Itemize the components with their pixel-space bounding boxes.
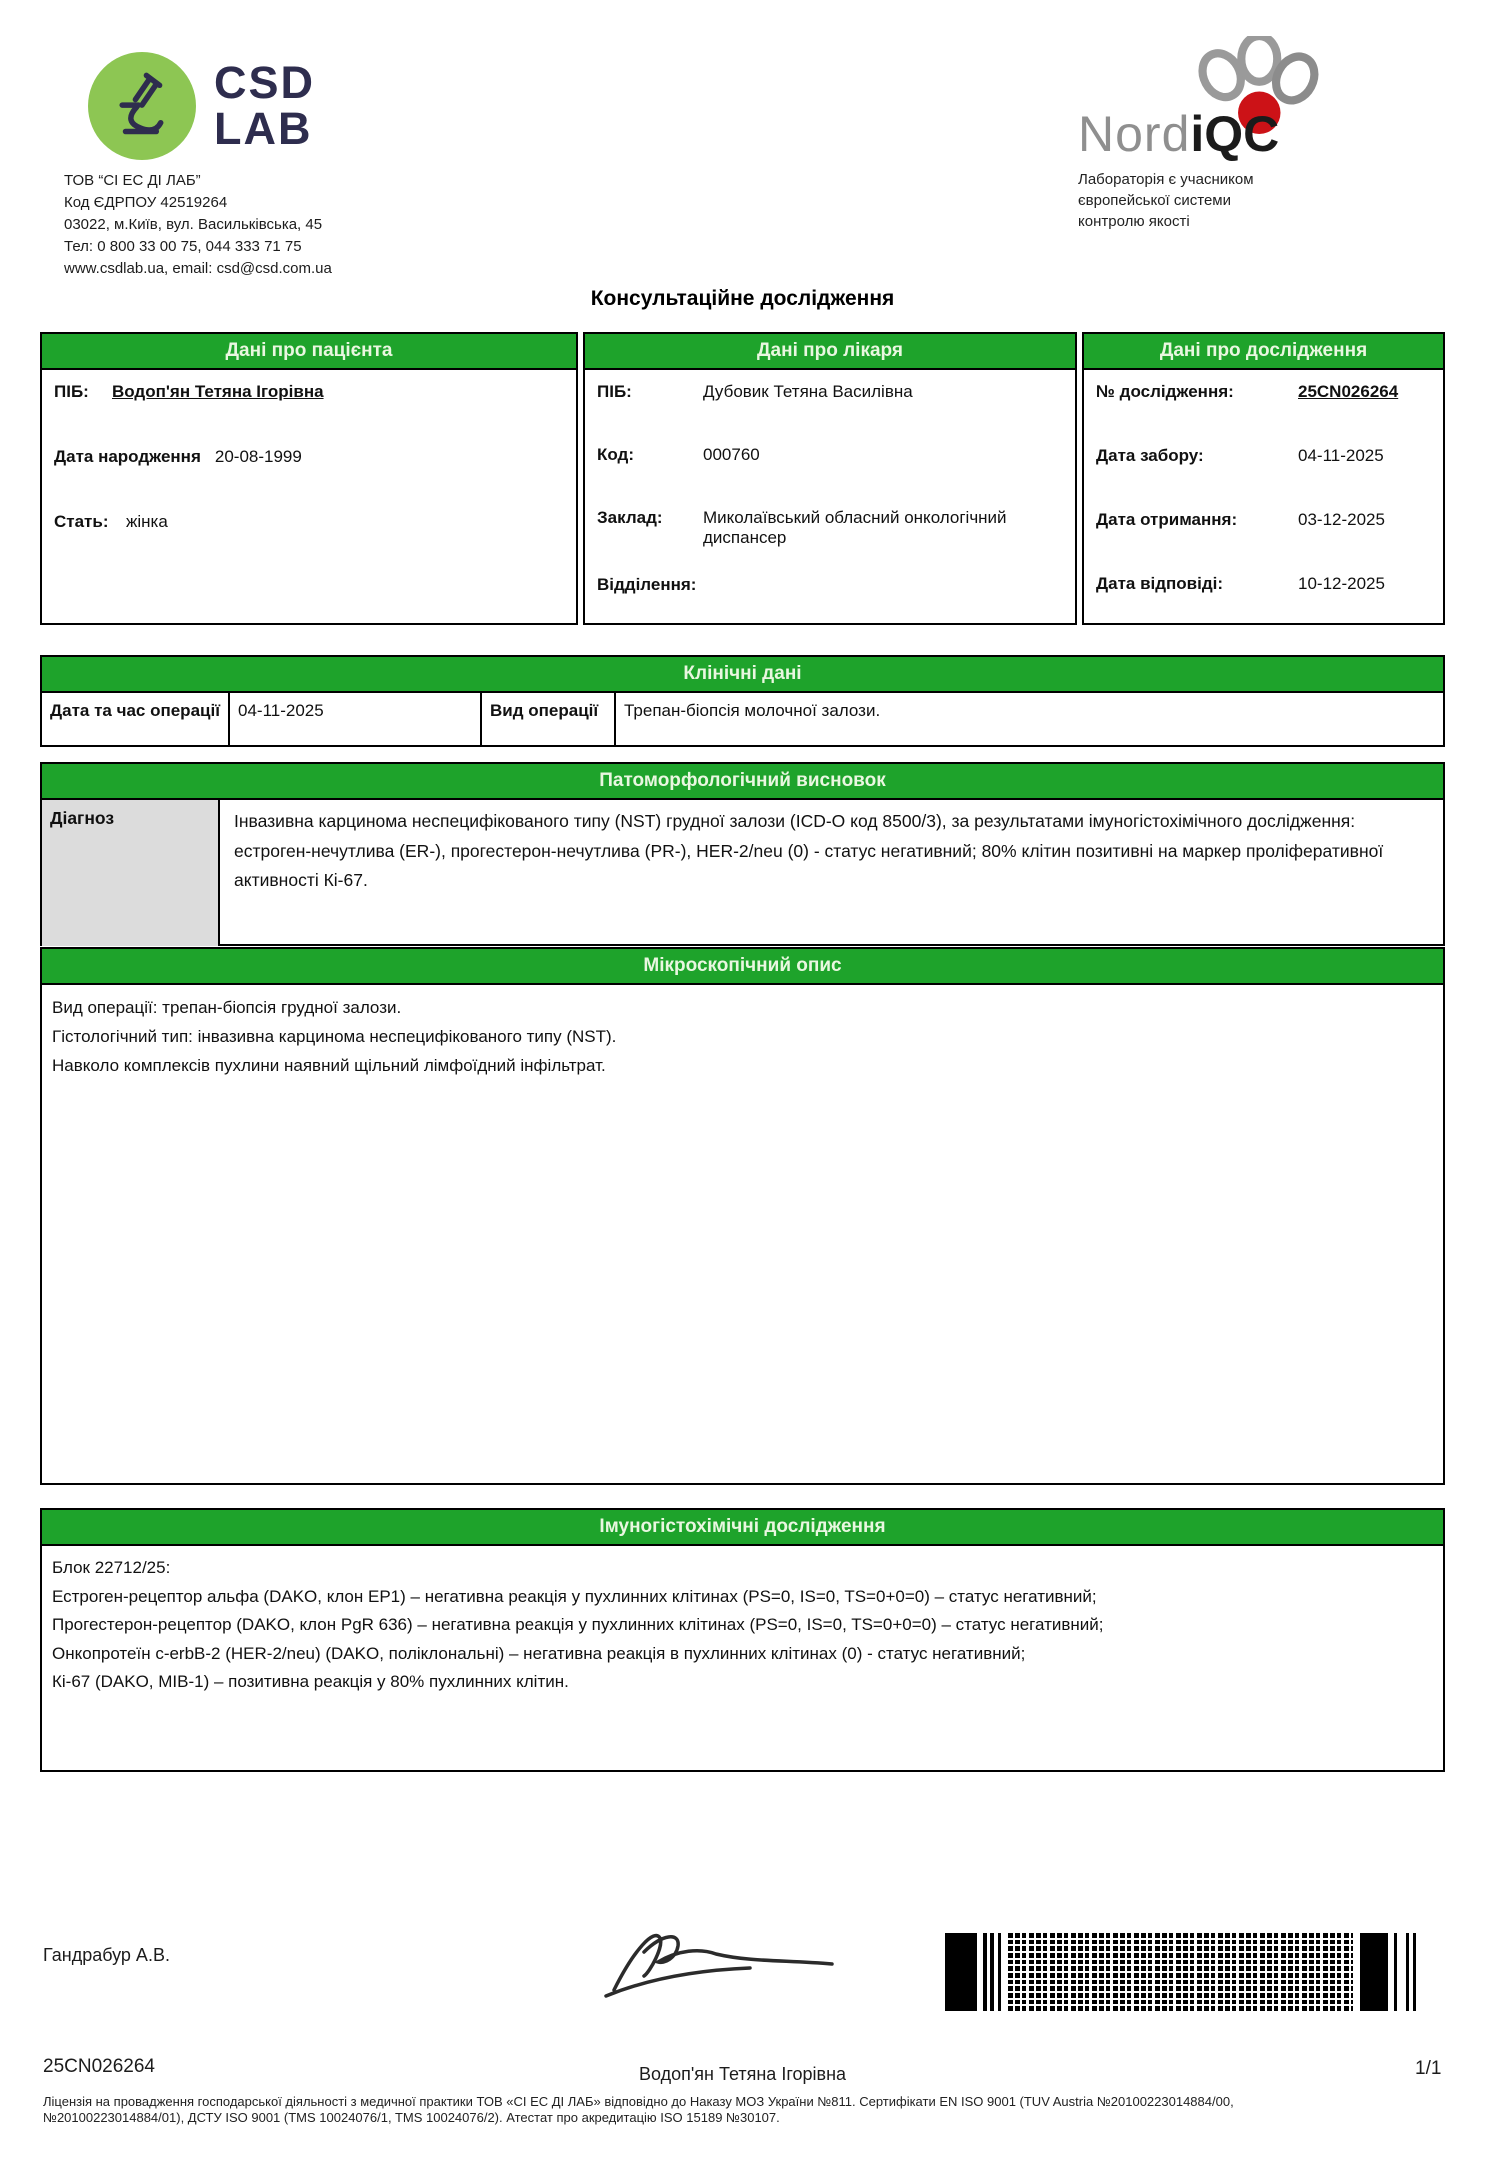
csd-text: CSD (214, 57, 316, 108)
barcode-data-pattern (1008, 1933, 1353, 2011)
table-row (597, 382, 1063, 445)
ihc-line: Естроген-рецептор альфа (DAKO, клон EP1) – негативна реакція у пухлинних клітинах (PS=0, IS=0, TS=0+0=0) – статус негативний; (52, 1586, 1097, 1606)
nordiqc-nord-text: Nord (1078, 106, 1191, 162)
received-date-value: 03-12-2025 (1298, 510, 1385, 529)
ihc-section (40, 1508, 1445, 1772)
table-row (1096, 510, 1431, 574)
microscopy-line: Вид операції: трепан-біопсія грудної залози. (52, 998, 402, 1017)
row-label: Заклад: (597, 508, 663, 527)
license-text (43, 2094, 1463, 2125)
lab-text: LAB (214, 103, 313, 154)
nordiqc-caption-line: контролю якості (1078, 213, 1190, 230)
doctor-code-value: 000760 (703, 445, 760, 464)
table-row (597, 445, 1063, 508)
operation-type-label: Вид операції (482, 693, 616, 747)
diagnosis-text: Інвазивна карцинома неспецифікованого типу (NST) грудної залози (ICD-O код 8500/3), за результатами імуногістохімічного дослідження: естроген-нечутлива (ER-), прогестерон-нечутлива (PR-), HER-2/neu (0) - статус негативний; 80% клітин позитивні на маркер проліферативної активності Кі-67. (234, 811, 1384, 890)
collection-date-value: 04-11-2025 (1298, 446, 1384, 465)
table-row (1096, 446, 1431, 510)
license-line: Ліцензія на провадження господарської діяльності з медичної практики ТОВ «СІ ЕС ДІ ЛАБ» відповідно до Наказу МОЗ України №811. Сертифікати EN ISO 9001 (TUV Austria №20100223014884/00, (43, 2094, 1234, 2109)
pathologist-name: Гандрабур А.В. (43, 1945, 170, 1965)
footer-patient-name: Водоп'ян Тетяна Ігорівна (638, 2064, 847, 2084)
birthdate-value: 20-08-1999 (214, 447, 302, 466)
microscope-icon (109, 71, 175, 142)
table-row (597, 508, 1063, 575)
doctor-info-table (583, 332, 1077, 625)
doctor-name-value: Дубовик Тетяна Василівна (703, 382, 913, 401)
page-title: Консультаційне дослідження (590, 287, 895, 310)
ihc-line: Блок 22712/25: (52, 1558, 171, 1577)
study-info-table (1082, 332, 1445, 625)
nordiqc-logo (1078, 36, 1398, 232)
company-address: 03022, м.Київ, вул. Васильківська, 45 (64, 216, 323, 233)
ihc-header: Імуногістохімічні дослідження (42, 1510, 1443, 1546)
operation-date-value: 04-11-2025 (230, 693, 482, 747)
row-label: № дослідження: (1096, 382, 1234, 401)
microscopy-header: Мікроскопічний опис (42, 949, 1443, 985)
row-label: ПІБ: (597, 382, 632, 401)
company-address-block (64, 170, 332, 280)
patient-table-header: Дані про пацієнта (42, 334, 576, 370)
report-date-value: 10-12-2025 (1298, 574, 1385, 593)
patient-name-value: Водоп'ян Тетяна Ігорівна (112, 382, 324, 401)
barcode-start-pattern (945, 1933, 1001, 2011)
operation-date-label: Дата та час операції (42, 693, 230, 747)
row-label: ПІБ: (54, 382, 89, 401)
microscopy-section (40, 947, 1445, 1485)
study-table-header: Дані про дослідження (1084, 334, 1443, 370)
barcode-stop-pattern (1360, 1933, 1420, 2011)
table-row (1096, 382, 1431, 446)
row-label: Дата отримання: (1096, 510, 1238, 529)
footer-study-number: 25CN026264 (43, 2056, 155, 2077)
table-row (597, 575, 1063, 615)
row-label: Стать: (54, 512, 109, 531)
microscopy-line: Гістологічний тип: інвазивна карцинома неспецифікованого типу (NST). (52, 1027, 617, 1046)
nordiqc-caption (1078, 169, 1398, 232)
nordiqc-caption-line: Лабораторія є учасником (1078, 171, 1254, 188)
study-number-value: 25CN026264 (1298, 382, 1399, 401)
operation-type-value: Трепан-біопсія молочної залози. (624, 701, 881, 720)
table-row (42, 693, 1443, 747)
license-line: №20100223014884/01), ДСТУ ISO 9001 (TMS 10024076/1, TMS 10024076/2). Атестат про акредитацію ISO 15189 №30107. (43, 2109, 780, 2125)
company-web-email: www.csdlab.ua, email: csd@csd.com.ua (64, 260, 332, 277)
nordiqc-wordmark (1078, 106, 1398, 162)
ihc-line: Кі-67 (DAKO, MIB-1) – позитивна реакція у 80% пухлинних клітин. (52, 1672, 569, 1691)
info-tables (40, 332, 1445, 625)
ihc-line: Прогестерон-рецептор (DAKO, клон PgR 636) – негативна реакція у пухлинних клітинах (PS=0, IS=0, TS=0+0=0) – статус негативний; (52, 1615, 1104, 1634)
row-label: Відділення: (597, 575, 697, 594)
table-row (54, 382, 564, 447)
pathomorphology-header: Патоморфологічний висновок (42, 764, 1443, 800)
diagnosis-label: Діагноз (42, 800, 220, 946)
company-phone: Тел: 0 800 33 00 75, 044 333 71 75 (64, 238, 302, 255)
signature-image (600, 1912, 850, 2012)
pathomorphology-section (40, 762, 1445, 946)
row-label: Дата відповіді: (1096, 574, 1224, 593)
barcode (945, 1933, 1420, 2011)
table-row (54, 512, 564, 577)
csd-lab-wordmark (214, 57, 316, 154)
page-number: 1/1 (1415, 2058, 1442, 2079)
company-edrpou: Код ЄДРПОУ 42519264 (64, 194, 228, 211)
table-row (54, 447, 564, 512)
ihc-line: Онкопротеїн c-erbB-2 (HER-2/neu) (DAKO, поліклональні) – негативна реакція в пухлинних клітинах (0) - статус негативний; (52, 1643, 1026, 1663)
row-label: Дата забору: (1096, 446, 1204, 465)
microscopy-line: Навколо комплексів пухлини наявний щільний лімфоїдний інфільтрат. (52, 1056, 606, 1075)
sex-value: жінка (126, 512, 168, 531)
row-label: Дата народження (54, 447, 201, 466)
row-label: Код: (597, 445, 634, 464)
table-row (42, 800, 1443, 946)
microscopy-text (42, 985, 1443, 1088)
facility-value: Миколаївський обласний онкологічний диспансер (703, 508, 1007, 547)
clinical-data-header: Клінічні дані (42, 657, 1443, 693)
ihc-text (42, 1546, 1443, 1705)
nordiqc-caption-line: європейської системи (1078, 192, 1231, 209)
company-name: ТОВ “СІ ЕС ДІ ЛАБ” (64, 172, 201, 189)
nordiqc-iqc-text: iQC (1190, 106, 1280, 162)
table-row (1096, 574, 1431, 638)
patient-info-table (40, 332, 578, 625)
clinical-data-table (40, 655, 1445, 747)
csd-lab-logo (88, 52, 196, 160)
doctor-table-header: Дані про лікаря (585, 334, 1075, 370)
